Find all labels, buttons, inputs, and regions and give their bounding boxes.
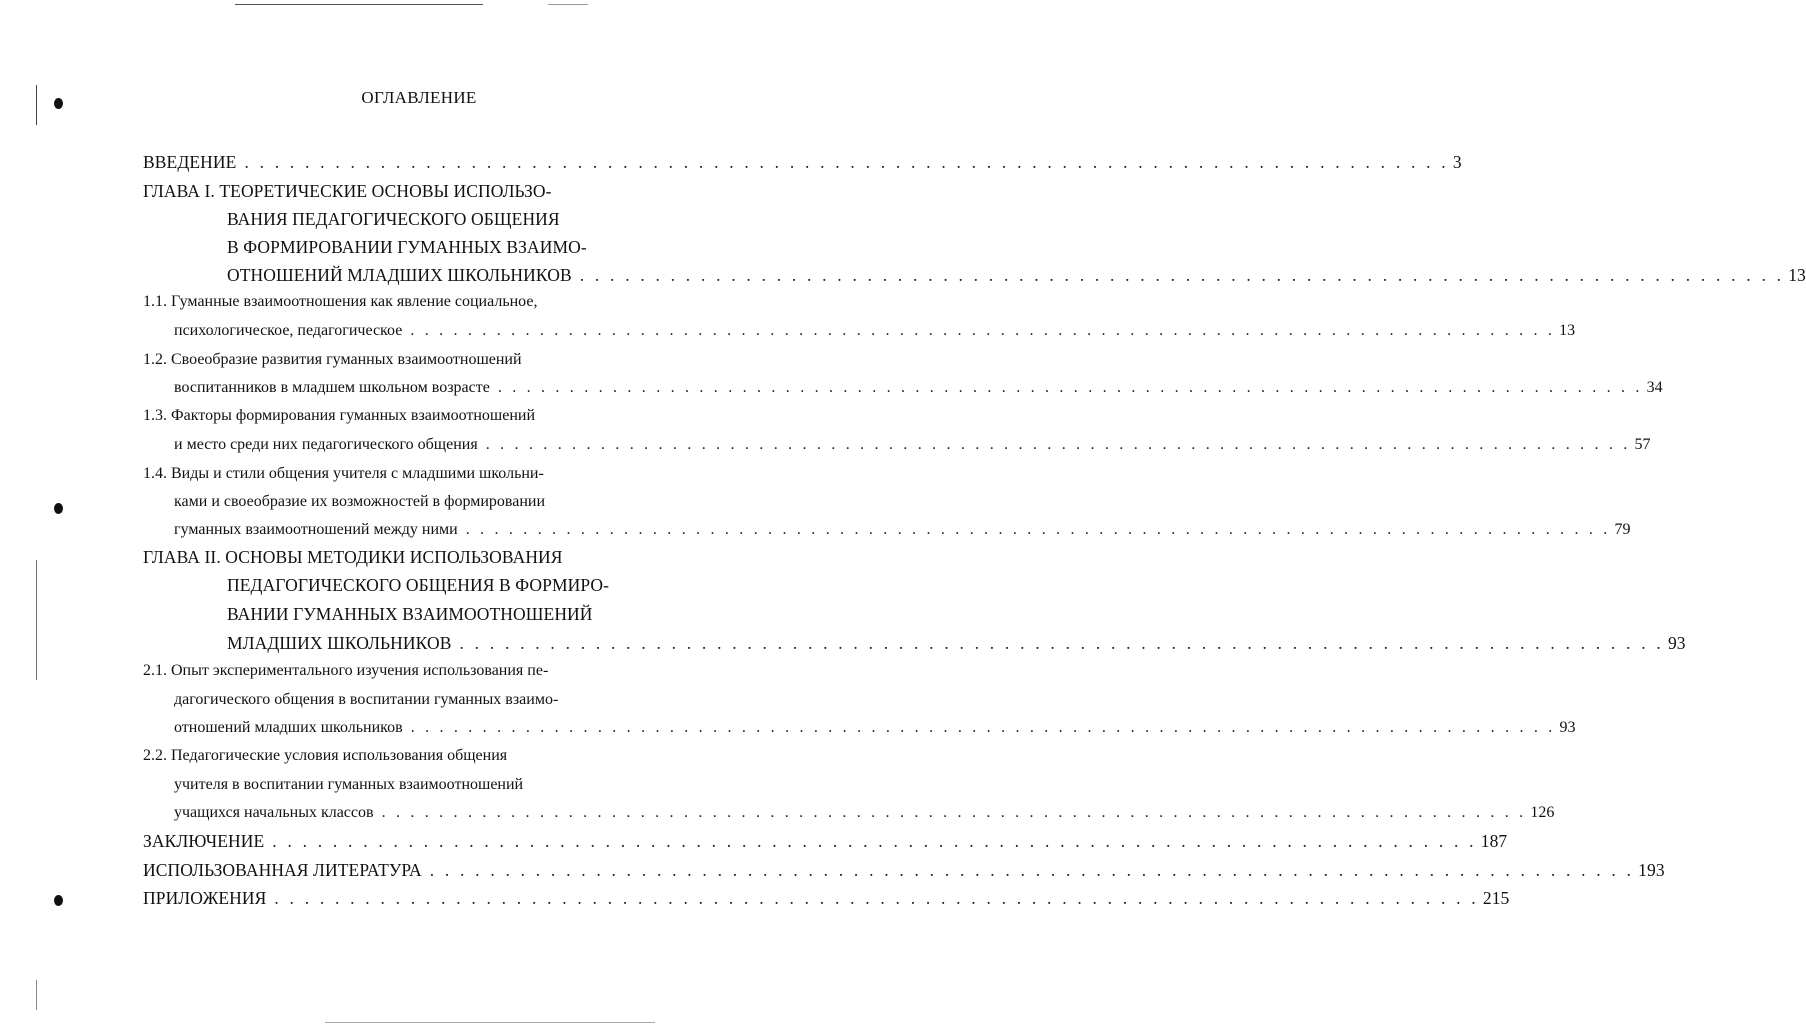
toc-entry-text: ИСПОЛЬЗОВАННАЯ ЛИТЕРАТУРА (143, 860, 422, 880)
toc-page-number: 93 (1667, 633, 1686, 653)
toc-page-number: 3 (1452, 152, 1462, 172)
toc-entry-text: психологическое, педагогическое (174, 322, 403, 339)
toc-page-number: 34 (1646, 379, 1663, 396)
toc-page-number: 193 (1638, 860, 1665, 880)
page-title: ОГЛАВЛЕНИЕ (361, 88, 477, 107)
toc-entry-text: ГЛАВА II. ОСНОВЫ МЕТОДИКИ ИСПОЛЬЗОВАНИЯ (143, 547, 563, 567)
scan-artifact-left-edge (36, 980, 37, 1010)
toc-entry-section-1-2-line (174, 376, 1663, 400)
toc-entry-section-2-2-line (174, 773, 672, 797)
toc-page-number: 126 (1530, 804, 1555, 821)
toc-entry-appendix-line (143, 886, 1510, 910)
toc-dot-leader: . . . . . . . . . . . . . . . . . . . . . . . . . . . . . . . . . . . . . . . . . . . . . . . . . . . . . . . . . . . . . . . . . . . . . . . . . . . . . . . . (429, 860, 1635, 880)
toc-entry-text: гуманных взаимоотношений между ними (174, 521, 458, 538)
toc-entry-text: дагогического общения в воспитании гуманных взаимо- (174, 691, 559, 708)
toc-entry-text: В ФОРМИРОВАНИИ ГУМАННЫХ ВЗАИМО- (227, 237, 587, 257)
toc-entry-text: отношений младших школьников (174, 719, 403, 736)
toc-entry-section-1-2-line (143, 348, 672, 372)
toc-entry-text: 1.4. Виды и стили общения учителя с младшими школьни- (143, 465, 544, 482)
toc-page-number: 215 (1482, 888, 1510, 908)
scan-artifact-left-edge (36, 560, 37, 680)
toc-entry-section-1-1-line (174, 319, 1576, 343)
scan-artifact-bottom-line (325, 1022, 655, 1023)
punch-hole-mark (54, 503, 63, 514)
toc-dot-leader: . . . . . . . . . . . . . . . . . . . . . . . . . . . . . . . . . . . . . . . . . . . . . . . . . . . . . . . . . . . . . . . . . . . . . . . . . . . . . . . . (579, 265, 1785, 285)
toc-entry-text: ПЕДАГОГИЧЕСКОГО ОБЩЕНИЯ В ФОРМИРО- (227, 575, 610, 595)
toc-dot-leader: . . . . . . . . . . . . . . . . . . . . . . . . . . . . . . . . . . . . . . . . . . . . . . . . . . . . . . . . . . . . . . . . . . . . . . . . . . . . . . . . (244, 152, 1449, 172)
toc-entry-chapter-1-line (227, 207, 672, 231)
toc-entry-text: 2.2. Педагогические условия использования общения (143, 747, 508, 764)
toc-entry-section-1-3-line (174, 433, 1651, 457)
toc-dot-leader: . . . . . . . . . . . . . . . . . . . . . . . . . . . . . . . . . . . . . . . . . . . . . . . . . . . . . . . . . . . . . . . . . . . . . . . . . . . . . . . . (465, 521, 1611, 538)
toc-entry-section-2-2-line (143, 744, 672, 768)
toc-entry-text: ВАНИИ ГУМАННЫХ ВЗАИМООТНОШЕНИЙ (227, 604, 593, 624)
toc-entry-conclusion-line (143, 829, 1508, 853)
toc-page-number: 187 (1480, 831, 1508, 851)
toc-page-number: 93 (1559, 719, 1576, 736)
scan-artifact-top-line (235, 4, 483, 5)
toc-page-number: 13 (1559, 322, 1576, 339)
toc-dot-leader: . . . . . . . . . . . . . . . . . . . . . . . . . . . . . . . . . . . . . . . . . . . . . . . . . . . . . . . . . . . . . . . . . . . . . . . . . . . . . . . . (274, 888, 1479, 908)
punch-hole-mark (54, 895, 63, 906)
toc-entry-text: и место среди них педагогического общения (174, 436, 478, 453)
toc-entry-section-2-1-line (143, 659, 672, 683)
toc-entry-text: МЛАДШИХ ШКОЛЬНИКОВ (227, 633, 452, 653)
toc-entry-text: ОТНОШЕНИЙ МЛАДШИХ ШКОЛЬНИКОВ (227, 265, 572, 285)
toc-entry-section-1-1-line (143, 290, 672, 314)
scan-artifact-top-line-short (548, 4, 588, 5)
toc-entry-section-1-4-line (143, 462, 672, 486)
toc-entry-chapter-1-line (227, 263, 1806, 287)
toc-entry-text: ВВЕДЕНИЕ (143, 152, 237, 172)
toc-entry-text: 1.1. Гуманные взаимоотношения как явление социальное, (143, 293, 538, 310)
toc-dot-leader: . . . . . . . . . . . . . . . . . . . . . . . . . . . . . . . . . . . . . . . . . . . . . . . . . . . . . . . . . . . . . . . . . . . . . . . . . . . . . . . . (497, 379, 1643, 396)
toc-entry-intro-line (143, 150, 1462, 174)
toc-entry-chapter-2-line (227, 573, 672, 597)
toc-entry-text: 2.1. Опыт экспериментального изучения использования пе- (143, 662, 549, 679)
toc-dot-leader: . . . . . . . . . . . . . . . . . . . . . . . . . . . . . . . . . . . . . . . . . . . . . . . . . . . . . . . . . . . . . . . . . . . . . . . . . . . . . . . . (485, 436, 1631, 453)
toc-entry-text: учителя в воспитании гуманных взаимоотношений (174, 776, 524, 793)
toc-entry-text: ПРИЛОЖЕНИЯ (143, 888, 267, 908)
toc-dot-leader: . . . . . . . . . . . . . . . . . . . . . . . . . . . . . . . . . . . . . . . . . . . . . . . . . . . . . . . . . . . . . . . . . . . . . . . . . . . . . . . . (459, 633, 1664, 653)
toc-dot-leader: . . . . . . . . . . . . . . . . . . . . . . . . . . . . . . . . . . . . . . . . . . . . . . . . . . . . . . . . . . . . . . . . . . . . . . . . . . . . . . . . (272, 831, 1477, 851)
toc-entry-text: ВАНИЯ ПЕДАГОГИЧЕСКОГО ОБЩЕНИЯ (227, 209, 560, 229)
toc-entry-section-1-4-line (174, 490, 672, 514)
toc-entry-chapter-2-line (143, 545, 672, 569)
toc-entry-text: учащихся начальных классов (174, 804, 374, 821)
toc-dot-leader: . . . . . . . . . . . . . . . . . . . . . . . . . . . . . . . . . . . . . . . . . . . . . . . . . . . . . . . . . . . . . . . . . . . . . . . . . . . . . . . . (410, 322, 1556, 339)
toc-page-number: 13 (1788, 265, 1806, 285)
toc-dot-leader: . . . . . . . . . . . . . . . . . . . . . . . . . . . . . . . . . . . . . . . . . . . . . . . . . . . . . . . . . . . . . . . . . . . . . . . . . . . . . . . . (410, 719, 1556, 736)
toc-entry-section-1-4-line (174, 518, 1631, 542)
toc-entry-text: ками и своеобразие их возможностей в формировании (174, 493, 546, 510)
toc-entry-literature-line (143, 858, 1665, 882)
toc-dot-leader: . . . . . . . . . . . . . . . . . . . . . . . . . . . . . . . . . . . . . . . . . . . . . . . . . . . . . . . . . . . . . . . . . . . . . . . . . . . . . . . . (381, 804, 1527, 821)
toc-page-number: 57 (1634, 436, 1651, 453)
toc-entry-chapter-1-line (227, 235, 672, 259)
toc-entry-section-1-3-line (143, 404, 672, 428)
toc-entry-text: 1.3. Факторы формирования гуманных взаимоотношений (143, 407, 536, 424)
toc-entry-chapter-2-line (227, 631, 1686, 655)
toc-entry-text: ЗАКЛЮЧЕНИЕ (143, 831, 265, 851)
toc-entry-section-2-1-line (174, 716, 1576, 740)
toc-entry-chapter-1-line (143, 179, 672, 203)
toc-entry-text: 1.2. Своеобразие развития гуманных взаимоотношений (143, 351, 522, 368)
toc-entry-section-2-1-line (174, 688, 672, 712)
toc-entry-text: воспитанников в младшем школьном возрасте (174, 379, 490, 396)
toc-entry-chapter-2-line (227, 602, 672, 626)
toc-page-number: 79 (1614, 521, 1631, 538)
toc-entry-text: ГЛАВА I. ТЕОРЕТИЧЕСКИЕ ОСНОВЫ ИСПОЛЬЗО- (143, 181, 552, 201)
toc-entry-section-2-2-line (174, 801, 1555, 825)
